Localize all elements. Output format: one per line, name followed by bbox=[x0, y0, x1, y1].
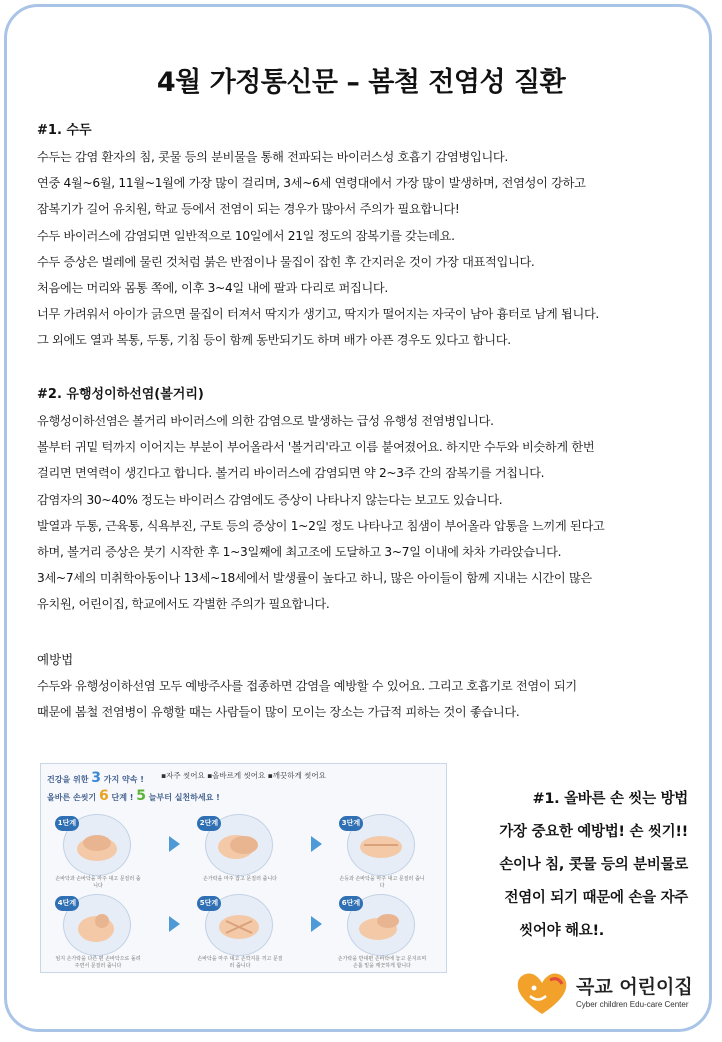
note-line: #1. 올바른 손 씻는 방법 bbox=[532, 791, 688, 807]
section-prevention bbox=[37, 647, 687, 725]
step-caption: 엄지 손가락을 다른 편 손바닥으로 돌려주면서 문질러 줍니다 bbox=[55, 956, 141, 969]
arrow-right-icon bbox=[169, 916, 180, 932]
section-heading: 예방법 bbox=[37, 652, 74, 667]
handwash-steps-title bbox=[47, 788, 220, 804]
handwash-number: 3 bbox=[91, 770, 101, 786]
note-line: 손이나 침, 콧물 등의 분비물로 bbox=[499, 857, 688, 873]
handwash-text: 올바른 손씻기 bbox=[47, 793, 97, 802]
paragraph-line: 수두와 유행성이하선염 모두 예방주사를 접종하면 감염을 예방할 수 있어요. 그리고 호흡기로 전염이 되기 bbox=[37, 679, 577, 693]
arrow-right-icon bbox=[311, 916, 322, 932]
section-heading: #1. 수두 bbox=[37, 123, 92, 138]
handwash-text: 건강을 위한 bbox=[47, 775, 89, 784]
handwash-step bbox=[195, 814, 285, 890]
paragraph-line: 너무 가려워서 아이가 긁으면 물집이 터져서 딱지가 생기고, 딱지가 떨어지는 자국이 남아 흉터로 남게 됩니다. bbox=[37, 307, 600, 322]
step-caption: 손바닥과 손바닥을 마주 대고 문질러 줍니다 bbox=[55, 876, 141, 889]
paragraph-line: 수두 증상은 벌레에 물린 것처럼 붉은 반점이나 물집이 잡힌 후 간지러운 것이 가장 대표적입니다. bbox=[37, 254, 535, 269]
handwash-step bbox=[337, 814, 427, 890]
handwash-header bbox=[41, 764, 446, 804]
paragraph-line: 그 외에도 열과 복통, 두통, 기침 등이 함께 동반되기도 하며 배가 아픈 경우도 있다고 합니다. bbox=[37, 333, 511, 348]
step-caption: 손바닥을 마주 대고 손깍지를 끼고 문질러 줍니다 bbox=[197, 956, 283, 969]
step-caption: 손가락을 마주 잡고 문질러 줍니다 bbox=[203, 876, 277, 882]
page-title: 4월 가정통신문 – 봄철 전염성 질환 bbox=[156, 67, 566, 98]
paragraph-line: 3세~7세의 미취학아동이나 13세~18세에서 발생률이 높다고 하니, 많은 아이들이 함께 지내는 시간이 많은 bbox=[37, 571, 592, 586]
handwash-step bbox=[53, 814, 143, 890]
section-mumps bbox=[37, 382, 687, 618]
paragraph-line: 유치원, 어린이집, 학교에서도 각별한 주의가 필요합니다. bbox=[37, 597, 330, 612]
step-caption: 손가락을 반대편 손바닥에 놓고 문지르며 손톱 밑을 깨끗하게 합니다 bbox=[337, 956, 427, 969]
paragraph-line: 볼부터 귀밑 턱까지 이어지는 부분이 부어올라서 '볼거리'라고 이름 붙여졌어요. 하지만 수두와 비슷하게 한번 bbox=[37, 440, 595, 455]
note-line: 씻어야 해요!. bbox=[519, 923, 604, 939]
paragraph-line: 유행성이하선염은 볼거리 바이러스에 의한 감염으로 발생하는 급성 유행성 전염병입니다. bbox=[37, 414, 494, 428]
logo-name: 곡교 어린이집 bbox=[576, 976, 693, 998]
step-badge: 2단계 bbox=[197, 816, 221, 831]
step-caption: 손등과 손바닥을 마주 대고 문질러 줍니다 bbox=[339, 876, 425, 889]
paragraph-line: 잠복기가 길어 유치원, 학교 등에서 전염이 되는 경우가 많아서 주의가 필요합니다! bbox=[37, 202, 460, 217]
step-badge: 3단계 bbox=[339, 816, 363, 831]
paragraph-line: 감염자의 30~40% 정도는 바이러스 감염에도 증상이 나타나지 않는다는 보고도 있습니다. bbox=[37, 492, 503, 507]
step-badge: 4단계 bbox=[55, 896, 79, 911]
arrow-right-icon bbox=[311, 836, 322, 852]
handwash-text: 가지 약속 ! bbox=[103, 775, 144, 784]
note-line: 가장 중요한 예방법! 손 씻기!! bbox=[499, 824, 688, 840]
step-badge: 1단계 bbox=[55, 816, 79, 831]
paragraph-line: 걸리면 면역력이 생긴다고 합니다. 볼거리 바이러스에 감염되면 약 2~3주 간의 잠복기를 거칩니다. bbox=[37, 466, 545, 481]
paragraph-line: 수두 바이러스에 감염되면 일반적으로 10일에서 21일 정도의 잠복기를 갖는데요. bbox=[37, 228, 455, 243]
handwash-note bbox=[448, 783, 688, 948]
paragraph-line: 수두는 감염 환자의 침, 콧물 등의 분비물을 통해 전파되는 바이러스성 호흡기 감염병입니다. bbox=[37, 150, 508, 164]
logo-subtitle: Cyber children Edu-care Center bbox=[576, 1000, 689, 1009]
arrow-right-icon bbox=[169, 836, 180, 852]
handwash-step bbox=[195, 894, 285, 970]
section-chickenpox bbox=[37, 118, 687, 354]
handwash-text: 단계 ! bbox=[111, 793, 134, 802]
step-badge: 5단계 bbox=[197, 896, 221, 911]
handwash-infographic bbox=[40, 763, 447, 973]
handwash-number: 6 bbox=[98, 788, 109, 804]
handwash-promise bbox=[47, 770, 144, 786]
handwash-step bbox=[53, 894, 143, 970]
note-line: 전염이 되기 때문에 손을 자주 bbox=[504, 890, 688, 906]
kindergarten-logo bbox=[510, 968, 710, 1018]
handwash-step bbox=[337, 894, 427, 970]
step-badge: 6단계 bbox=[339, 896, 363, 911]
heart-logo-icon bbox=[514, 970, 570, 1016]
handwash-number: 5 bbox=[136, 788, 146, 804]
paragraph-line: 하며, 볼거리 증상은 붓기 시작한 후 1~3일째에 최고조에 도달하고 3~7일 이내에 차차 가라앉습니다. bbox=[37, 544, 562, 559]
paragraph-line: 연중 4월~6월, 11월~1월에 가장 많이 걸리며, 3세~6세 연령대에서 가장 많이 발생하며, 전염성이 강하고 bbox=[37, 176, 586, 191]
handwash-text: 늘부터 실천하세요 ! bbox=[148, 793, 220, 802]
section-heading: #2. 유행성이하선염(볼거리) bbox=[37, 387, 204, 402]
handwash-tips: ▪자주 씻어요 ▪올바르게 씻어요 ▪깨끗하게 씻어요 bbox=[161, 771, 326, 780]
paragraph-line: 처음에는 머리와 몸통 쪽에, 이후 3~4일 내에 팔과 다리로 퍼집니다. bbox=[37, 280, 388, 295]
paragraph-line: 때문에 봄철 전염병이 유행할 때는 사람들이 많이 모이는 장소는 가급적 피하는 것이 좋습니다. bbox=[37, 705, 520, 720]
paragraph-line: 발열과 두통, 근육통, 식욕부진, 구토 등의 증상이 1~2일 정도 나타나고 침샘이 부어올라 압통을 느끼게 된다고 bbox=[37, 518, 605, 533]
